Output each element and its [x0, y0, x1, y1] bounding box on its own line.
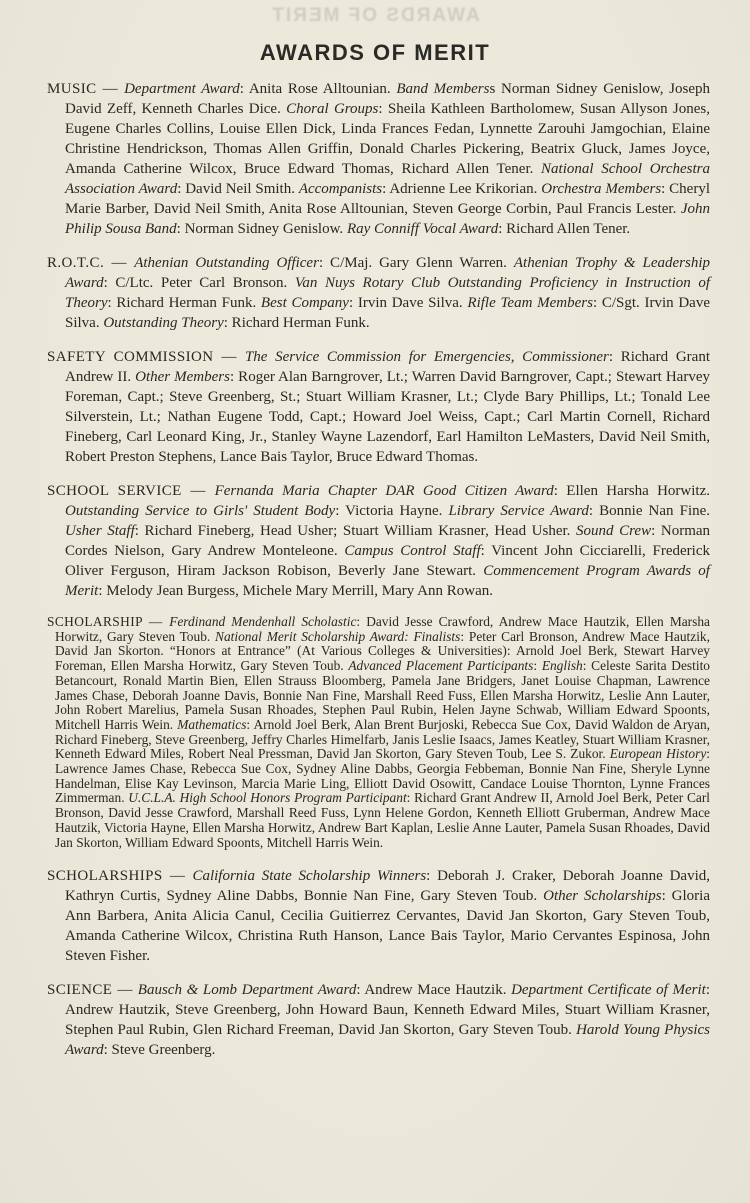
award-label: Accompanists	[298, 181, 383, 197]
recipient-names: : Lawrence James Chase, Rebecca Sue Cox, Sydney Aline Dabbs, Georgia Febbeman, Bonnie Nan Fine, Sheryle Lynne Handelman, Elise Kay Levinson, Marcia Marie Ling, Elliott David Osowitt, Candace Louise Thornton, Lynne Frances Zimmerman.	[55, 746, 710, 806]
award-label: Sound Crew	[576, 523, 652, 539]
section-heading: SAFETY COMMISSION —	[47, 349, 245, 365]
recipient-names: : Richard Grant Andrew II, Arnold Joel Berk, Peter Carl Bronson, David Jesse Crawford, Marshall Reed Fuss, Lynn Helene Gordon, Kenneth Elliott Gruberman, Andrew Mace Hautzik, Victoria Hayne, Ellen Marsha Horwitz, Andrew Bart Kaplan, Leslie Anne Lauter, Pamela Susan Rhoades, David Jan Skorton, William Edward Spoonts, Mitchell Harris Wein.	[55, 790, 710, 850]
recipient-names: : Victoria Hayne.	[335, 503, 449, 519]
award-label: Rifle Team Members	[467, 295, 593, 311]
recipient-names: : C/Maj. Gary Glenn Warren.	[318, 255, 514, 271]
recipient-names: s Norman Sidney Genislow, Joseph David Zeff, Kenneth Charles Dice.	[65, 81, 711, 117]
section-heading: MUSIC —	[47, 81, 125, 97]
recipient-names: : Roger Alan Barngrover, Lt.; Warren David Barngrover, Capt.; Stewart Harvey Foreman, Capt.; Steve Greenberg, St.; Stuart William Krasner, Lt.; Clyde Bary Phillips, Lt.; Tonald Lee Silverstein, Lt.; Nathan Eugene Todd, Capt.; Howard Joel Weiss, Capt.; Carl Martin Cornell, Richard Fineberg, Carl Leonard King, Jr., Stanley Wayne Lazendorf, Earl Hamilton LeMasters, David Neil Smith, Robert Preston Stephens, Lance Bais Taylor, Bruce Edward Thomas.	[65, 369, 710, 465]
award-label: Department Award	[124, 81, 240, 97]
award-label: Athenian Trophy & Leadership Award	[65, 255, 710, 291]
recipient-names: : Celeste Sarita Destito Betancourt, Ronald Martin Bien, Ellen Strauss Bloomberg, Pamela Jane Bridgers, Janet Louise Chapman, Lawrence James Chase, Deborah Joanne Davis, Bonnie Nan Fine, Marshall Reed Fuss, Ellen Marsha Horwitz, Leslie Ann Lauter, John Robert Marelius, Pamela Susan Rhoades, Stephen Paul Rubin, Helen Jayne Schwab, William Edward Spoonts, Mitchell Harris Wein.	[55, 658, 710, 732]
recipient-names: : Richard Herman Funk.	[107, 295, 261, 311]
section-scholarship	[47, 615, 710, 850]
section-rotc	[47, 253, 710, 333]
award-label: U.C.L.A. High School Honors Program Participant	[128, 790, 407, 806]
award-label: Outstanding Service to Girls' Student Body	[65, 503, 336, 519]
award-label: English	[541, 658, 583, 674]
award-label: Orchestra Members	[541, 181, 662, 197]
section-heading: SCIENCE —	[47, 982, 138, 999]
award-label: National Merit Scholarship Award: Finalists	[215, 628, 461, 644]
section-heading: SCHOLARSHIPS —	[47, 868, 193, 885]
award-label: Van Nuys Rotary Club Outstanding Proficiency in Instruction of Theory	[65, 275, 710, 311]
recipient-names: : David Neil Smith.	[177, 181, 299, 197]
recipient-names: : Richard Allen Tener.	[498, 221, 631, 237]
award-label: Fernanda Maria Chapter DAR Good Citizen Award	[214, 483, 554, 499]
award-label: Choral Groups	[286, 101, 379, 117]
award-label: Athenian Outstanding Officer	[134, 255, 319, 271]
recipient-names: : Vincent John Cicciarelli, Frederick Oliver Ferguson, Hiram Jackson Robison, Beverly Jane Stewart.	[65, 543, 710, 579]
section-school-service	[47, 481, 710, 601]
award-label: The Service Commission for Emergencies, Commissioner	[244, 349, 609, 365]
award-label: Ferdinand Mendenhall Scholastic	[169, 614, 357, 629]
award-label: Other Scholarships	[543, 888, 662, 905]
recipient-names: : Andrew Hautzik, Steve Greenberg, John Howard Baun, Kenneth Edward Miles, Stuart William Krasner, Stephen Paul Rubin, Glen Richard Freeman, David Jan Skorton, Gary Steven Toub.	[65, 982, 710, 1039]
awards-list	[0, 66, 750, 1060]
recipient-names: : Ellen Harsha Horwitz.	[553, 483, 710, 499]
award-label: Commencement Program Awards of Merit	[65, 563, 710, 599]
award-label: National School Orchestra Association Award	[65, 161, 710, 197]
recipient-names: : Deborah J. Craker, Deborah Joanne David, Kathryn Curtis, Sydney Aline Dabbs, Bonnie Nan Fine, Gary Steven Toub.	[65, 868, 710, 905]
section-science	[47, 980, 710, 1060]
recipient-names: : Cheryl Marie Barber, David Neil Smith, Anita Rose Alltounian, Steven George Corbin, Paul Francis Lester.	[65, 181, 711, 217]
award-label: Ray Conniff Vocal Award	[346, 221, 499, 237]
recipient-names: : Steve Greenberg.	[103, 1042, 216, 1059]
award-label: California State Scholarship Winners	[192, 868, 427, 885]
recipient-names: : Norman Cordes Nielson, Gary Andrew Monteleone.	[65, 523, 711, 559]
recipient-names: : Richard Fineberg, Head Usher; Stuart William Krasner, Head Usher.	[134, 523, 577, 539]
recipient-names: : Norman Sidney Genislow.	[176, 221, 347, 237]
recipient-names: : Adrienne Lee Krikorian.	[382, 181, 542, 197]
recipient-names: : C/Sgt. Irvin Dave Silva.	[65, 295, 710, 331]
award-label: Library Service Award	[448, 503, 589, 519]
section-heading: R.O.T.C. —	[47, 255, 135, 271]
award-label: Bausch & Lomb Department Award	[137, 982, 357, 999]
recipient-names: : Anita Rose Alltounian.	[239, 81, 397, 97]
award-label: Advanced Placement Participants	[348, 658, 534, 674]
award-label: Department Certificate of Merit	[511, 982, 706, 999]
award-label: Usher Staff	[65, 523, 135, 539]
recipient-names: : Richard Herman Funk.	[223, 315, 370, 331]
recipient-names: : Andrew Mace Hautzik.	[356, 982, 512, 999]
award-label: European History	[609, 746, 707, 762]
recipient-names: : Sheila Kathleen Bartholomew, Susan Allyson Jones, Eugene Charles Collins, Louise Ellen Dick, Linda Frances Fedan, Lynnette Zarouhi Jamgochian, Elaine Christine Hendrickson, Thomas Allen Griffin, Donald Charles Pickering, Beatrix Gluck, James Joyce, Amanda Catherine Wilcox, Bruce Edward Thomas, Richard Allen Tener.	[65, 101, 711, 177]
section-scholarships	[47, 866, 710, 966]
recipient-names: : Irvin Dave Silva.	[348, 295, 468, 311]
recipient-names: : Bonnie Nan Fine.	[588, 503, 711, 519]
award-label: Best Company	[260, 295, 349, 311]
award-label: Outstanding Theory	[103, 315, 224, 331]
recipient-names: :	[533, 658, 542, 674]
award-label: Mathematics	[177, 716, 247, 732]
section-safety-commission	[47, 347, 710, 467]
recipient-names: : Melody Jean Burgess, Michele Mary Merrill, Mary Ann Rowan.	[98, 583, 493, 599]
section-heading: SCHOOL SERVICE —	[47, 483, 215, 499]
recipient-names: : C/Ltc. Peter Carl Bronson.	[103, 275, 295, 291]
recipient-names: : Richard Grant Andrew II.	[65, 349, 710, 385]
award-label: Band Members	[396, 81, 490, 97]
section-music	[47, 79, 710, 239]
recipient-names: : Peter Carl Bronson, Andrew Mace Hautzik, David Jan Skorton. “Honors at Entrance” (At Various Colleges & Universities): Arnold Joel Berk, Stewart Harvey Foreman, Ellen Marsha Horwitz, Gary Steven Toub.	[55, 628, 710, 674]
recipient-names: : David Jesse Crawford, Andrew Mace Hautzik, Ellen Marsha Horwitz, Gary Steven Toub.	[55, 614, 710, 644]
award-label: Harold Young Physics Award	[65, 1022, 710, 1059]
section-heading: SCHOLARSHIP —	[47, 614, 170, 629]
recipient-names: : Arnold Joel Berk, Alan Brent Burjoski, Rebecca Sue Cox, David Waldon de Aryan, Richard Fineberg, Steve Greenberg, Jeffry Charles Himelfarb, Janis Leslie Isaacs, James Keatley, Stuart William Krasner, Kenneth Edward Miles, Robert Neal Pressman, David Jan Skorton, Gary Steven Toub, Lee S. Zukor.	[55, 716, 710, 762]
award-label: Campus Control Staff	[344, 543, 481, 559]
page-title: AWARDS OF MERIT	[259, 40, 491, 65]
award-label: John Philip Sousa Band	[65, 201, 710, 237]
recipient-names: : Gloria Ann Barbera, Anita Alicia Canul, Cecilia Guitierrez Cervantes, David Jan Skorton, Gary Steven Toub, Amanda Catherine Wilcox, Christina Ruth Hanson, Lance Bais Taylor, Mario Cervantes Espinosa, John Steven Fisher.	[65, 888, 711, 965]
award-label: Other Members	[135, 369, 230, 385]
bleed-through-title: AWARDS OF MERIT	[270, 5, 480, 26]
